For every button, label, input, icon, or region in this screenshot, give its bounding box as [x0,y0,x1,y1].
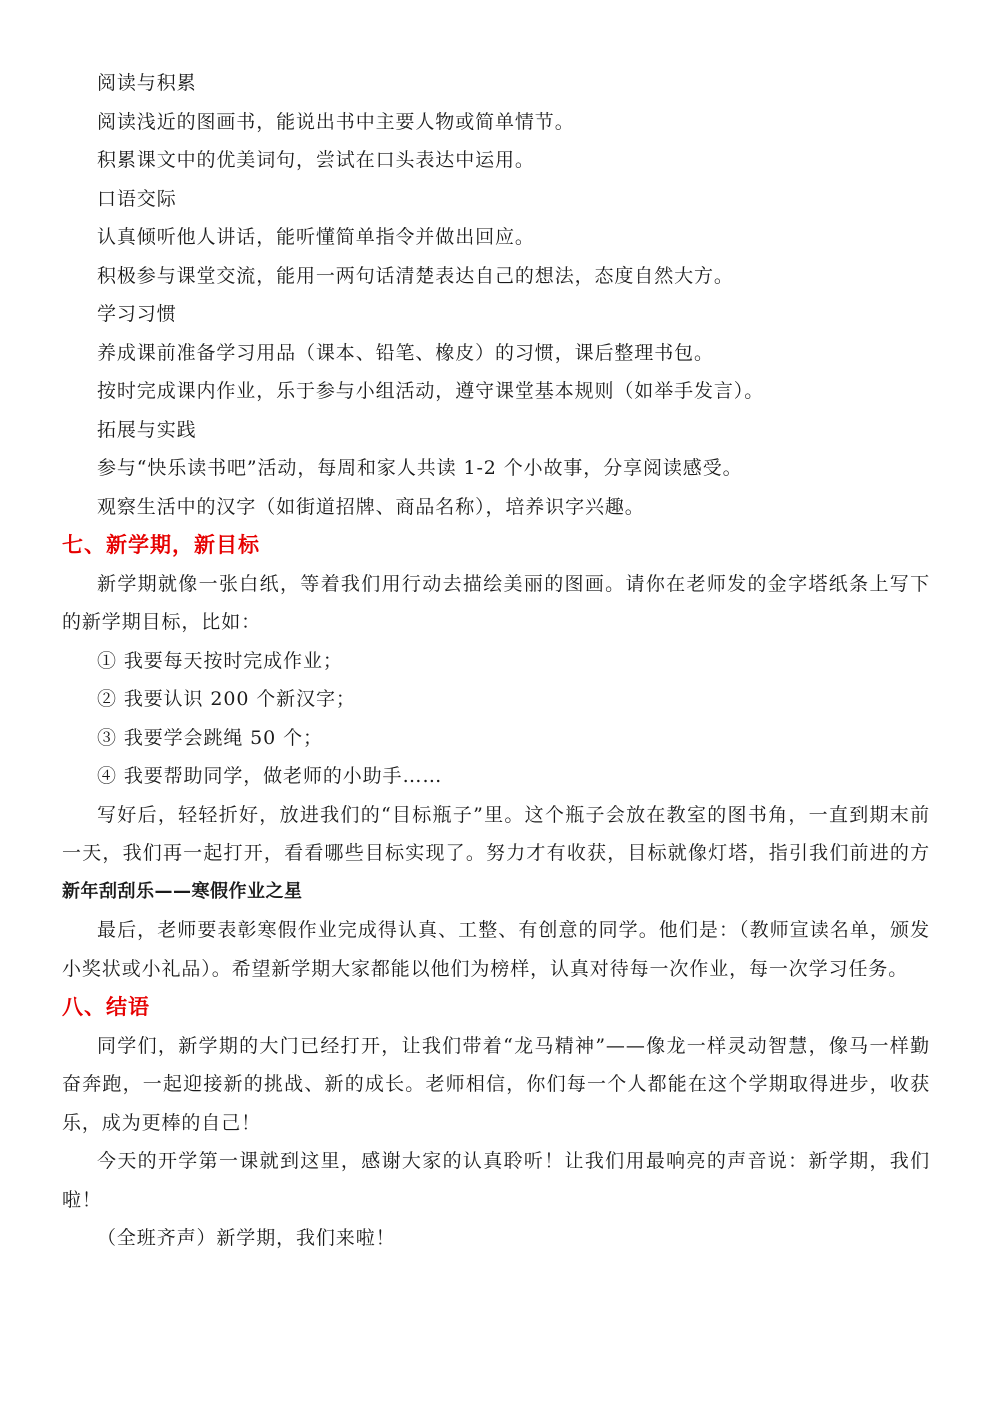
subsection-title-reading: 阅读与积累 [97,72,197,94]
paragraph-line: 乐，成为更棒的自己！ [62,1111,262,1134]
section-heading-8: 八、结语 [62,995,150,1019]
paragraph-line: 奋奔跑，一起迎接新的挑战、新的成长。老师相信，你们每一个人都能在这个学期取得进步，收获 [62,1073,930,1095]
paragraph-line: 观察生活中的汉字（如街道招牌、商品名称），培养识字兴趣。 [97,495,645,518]
paragraph-line: 最后，老师要表彰寒假作业完成得认真、工整、有创意的同学。他们是：（教师宣读名单，颁发 [97,919,930,941]
paragraph-line: （全班齐声）新学期，我们来啦！ [97,1227,396,1249]
subsection-title-habits: 学习习惯 [97,303,177,325]
paragraph-line: 新学期就像一张白纸，等着我们用行动去描绘美丽的图画。请你在老师发的金字塔纸条上写下 [97,572,930,595]
paragraph-line: 认真倾听他人讲话，能听懂简单指令并做出回应。 [97,226,535,248]
paragraph-line: 阅读浅近的图画书，能说出书中主要人物或简单情节。 [97,110,575,133]
goal-item: ③ 我要学会跳绳 50 个； [97,726,323,749]
paragraph-line: 一天，我们再一起打开，看看哪些目标实现了。努力才有收获，目标就像灯塔，指引我们前进的方 [62,842,930,864]
goal-item: ② 我要认识 200 个新汉字； [97,688,356,710]
paragraph-line: 小奖状或小礼品）。希望新学期大家都能以他们为榜样，认真对待每一次作业，每一次学习任务。 [62,957,909,980]
paragraph-line: 积极参与课堂交流，能用一两句话清楚表达自己的想法，态度自然大方。 [97,264,734,287]
paragraph-line: 今天的开学第一课就到这里，感谢大家的认真聆听！让我们用最响亮的声音说：新学期，我们 [97,1150,930,1172]
subheading-award: 新年刮刮乐——寒假作业之星 [62,880,303,902]
paragraph-line: 同学们，新学期的大门已经打开，让我们带着“龙马精神”——像龙一样灵动智慧，像马一样勤 [97,1034,930,1057]
paragraph-line: 养成课前准备学习用品（课本、铅笔、橡皮）的习惯，课后整理书包。 [97,341,714,364]
goal-item: ④ 我要帮助同学，做老师的小助手…… [97,765,443,787]
subsection-title-speaking: 口语交际 [97,187,177,210]
paragraph-line: 啦！ [62,1188,102,1211]
paragraph-line: 写好后，轻轻折好，放进我们的“目标瓶子”里。这个瓶子会放在教室的图书角，一直到期末前 [97,803,930,826]
subsection-title-practice: 拓展与实践 [97,418,197,441]
paragraph-line: 的新学期目标，比如： [62,611,262,633]
section-heading-7: 七、新学期，新目标 [62,533,260,557]
goal-item: ① 我要每天按时完成作业； [97,649,343,672]
paragraph-line: 积累课文中的优美词句，尝试在口头表达中运用。 [97,149,535,171]
paragraph-line: 按时完成课内作业，乐于参与小组活动，遵守课堂基本规则（如举手发言）。 [97,380,765,402]
paragraph-line: 参与“快乐读书吧”活动，每周和家人共读 1-2 个小故事，分享阅读感受。 [97,457,743,479]
